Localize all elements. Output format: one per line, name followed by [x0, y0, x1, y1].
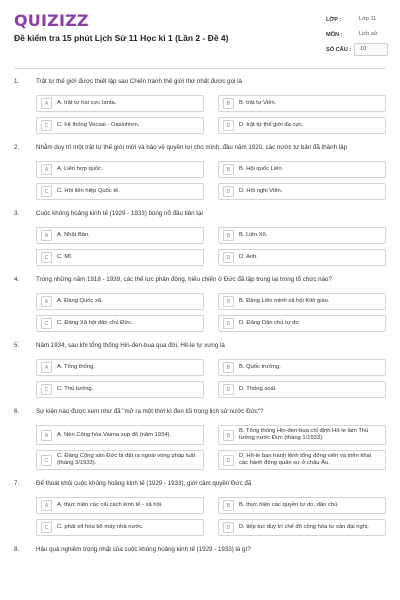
answer-option-a[interactable]: [36, 425, 204, 445]
answer-option-b[interactable]: [218, 425, 386, 445]
option-letter-badge: C: [41, 318, 52, 329]
question-number: 4.: [14, 276, 20, 283]
answer-option-c[interactable]: [36, 183, 204, 200]
option-text: D. trật tự thế giới đa cực.: [239, 122, 304, 128]
answer-option-d[interactable]: [218, 519, 386, 536]
option-letter-badge: D: [223, 384, 234, 395]
option-letter-badge: A: [41, 230, 52, 241]
option-text: C. Thủ tướng.: [57, 386, 94, 392]
header-divider: [14, 68, 386, 69]
option-letter-badge: C: [41, 455, 52, 466]
answer-options: [36, 425, 386, 470]
meta-row: [326, 27, 388, 42]
option-text: B. Tổng thống Hin-đen-bua chỉ định Hít-le làm Thủ tướng nước Đức (tháng 1/1933).: [239, 428, 369, 441]
answer-options: [36, 227, 386, 266]
question-number: 1.: [14, 78, 20, 85]
option-letter-badge: B: [223, 230, 234, 241]
question-text: Sự kiện nào được xem như đã "mở ra một thời kì đen tối trong lịch sử nước Đức"?: [36, 408, 264, 415]
option-letter-badge: C: [41, 120, 52, 131]
question-item: [0, 144, 400, 200]
option-letter-badge: D: [223, 186, 234, 197]
option-text: A. Đảng Quốc xã.: [57, 298, 103, 304]
question-number: 5.: [14, 342, 20, 349]
meta-row: [326, 12, 388, 27]
question-header: [0, 144, 400, 152]
option-text: C. phát xít hóa bộ máy nhà nước.: [57, 524, 144, 530]
answer-option-b[interactable]: [218, 497, 386, 514]
question-item: [0, 78, 400, 134]
answer-option-b[interactable]: [218, 161, 386, 178]
answer-option-c[interactable]: [36, 381, 204, 398]
option-letter-badge: D: [223, 120, 234, 131]
meta-value: Lịch sử: [359, 31, 378, 37]
option-letter-badge: C: [41, 522, 52, 533]
question-text: Để thoát khỏi cuộc khủng hoảng kinh tế (1929 - 1933), giới cầm quyền Đức đã: [36, 480, 252, 487]
option-letter-badge: D: [223, 252, 234, 263]
meta-key: SỐ CÂU :: [326, 46, 352, 53]
question-header: [0, 480, 400, 488]
option-text: C. Đảng Xã hội dân chủ Đức.: [57, 320, 133, 326]
question-item: [0, 480, 400, 536]
answer-option-b[interactable]: [218, 359, 386, 376]
question-text: Năm 1934, sau khi tổng thống Hin-đen-bua qua đời, Hit-le tự xưng là: [36, 342, 225, 349]
answer-option-d[interactable]: [218, 315, 386, 332]
option-letter-badge: D: [223, 318, 234, 329]
option-letter-badge: C: [41, 186, 52, 197]
answer-option-b[interactable]: [218, 227, 386, 244]
option-letter-badge: A: [41, 430, 52, 441]
option-text: D. Hội nghị Viên.: [239, 188, 283, 194]
option-letter-badge: D: [223, 522, 234, 533]
option-letter-badge: A: [41, 98, 52, 109]
question-number: 8.: [14, 546, 20, 553]
answer-options: [36, 293, 386, 332]
answer-option-d[interactable]: [218, 117, 386, 134]
question-item: [0, 210, 400, 266]
answer-option-a[interactable]: [36, 359, 204, 376]
answer-option-a[interactable]: [36, 497, 204, 514]
option-text: C. Hội liên hiệp Quốc tế.: [57, 188, 120, 194]
answer-option-a[interactable]: [36, 293, 204, 310]
option-text: A. thực hiện các cải cách kinh tế - xã hội.: [57, 502, 163, 508]
answer-option-c[interactable]: [36, 315, 204, 332]
question-item: [0, 342, 400, 398]
option-text: A. Tổng thống.: [57, 364, 95, 370]
option-letter-badge: C: [41, 384, 52, 395]
worksheet-header: [0, 0, 400, 70]
question-item: [0, 408, 400, 470]
answer-option-a[interactable]: [36, 161, 204, 178]
question-text: Hậu quả nghiêm trọng nhất của cuộc khủng hoảng kinh tế (1929 - 1933) là gì?: [36, 546, 251, 553]
answer-option-d[interactable]: [218, 183, 386, 200]
option-text: D. Đảng Dân chủ tự do.: [239, 320, 301, 326]
question-header: [0, 78, 400, 86]
meta-value: 10: [354, 43, 388, 56]
option-text: B. thực hiện các quyền tự do, dân chủ.: [239, 502, 339, 508]
option-text: D. Hít-le ban hành lệnh tổng động viên và triển khai các hành động quân sự ở châu Âu.: [239, 453, 372, 466]
question-item: [0, 546, 400, 554]
answer-options: [36, 161, 386, 200]
answer-option-d[interactable]: [218, 381, 386, 398]
option-letter-badge: B: [223, 164, 234, 175]
option-letter-badge: B: [223, 500, 234, 511]
meta-panel: [326, 12, 388, 57]
meta-key: MÔN :: [326, 31, 343, 38]
question-text: Trong những năm 1918 - 1939, các thế lực phản động, hiếu chiến ở Đức đã tập trung lại trong tổ chức nào?: [36, 276, 332, 283]
option-text: C. Đảng Cộng sản Đức bị đặt ra ngoài vòng pháp luật (tháng 3/1933).: [57, 453, 196, 466]
answer-option-c[interactable]: [36, 117, 204, 134]
option-text: D. tiếp tục duy trì chế độ cộng hòa tư sản đại nghị.: [239, 524, 369, 530]
option-letter-badge: C: [41, 252, 52, 263]
option-text: A. Nhật Bản.: [57, 232, 90, 238]
option-letter-badge: A: [41, 362, 52, 373]
option-letter-badge: A: [41, 164, 52, 175]
option-text: B. Quốc trưởng.: [239, 364, 281, 370]
question-text: Cuộc khủng hoảng kinh tế (1929 - 1933) bùng nổ đầu tiên tại: [36, 210, 203, 217]
question-header: [0, 546, 400, 554]
answer-option-d[interactable]: [218, 249, 386, 266]
question-number: 3.: [14, 210, 20, 217]
answer-option-a[interactable]: [36, 95, 204, 112]
option-letter-badge: D: [223, 455, 234, 466]
question-number: 6.: [14, 408, 20, 415]
meta-row: [326, 42, 388, 57]
option-text: C. Mĩ.: [57, 254, 73, 260]
option-letter-badge: A: [41, 296, 52, 307]
page-title: Đề kiểm tra 15 phút Lịch Sử 11 Học kì 1 (Lần 2 - Đề 4): [14, 33, 229, 43]
option-text: A. Liên hợp quốc.: [57, 166, 103, 172]
answer-option-b[interactable]: [218, 95, 386, 112]
answer-option-c[interactable]: [36, 519, 204, 536]
question-text: Nhằm duy trì một trật tự thế giới mới và bảo vệ quyền lợi cho mình, đầu năm 1920, các nước tư bản đã thành lập: [36, 144, 348, 151]
option-text: B. Đảng Liên minh xã hội Kitô giáo.: [239, 298, 330, 304]
question-header: [0, 210, 400, 218]
option-letter-badge: A: [41, 500, 52, 511]
question-number: 7.: [14, 480, 20, 487]
meta-key: LỚP :: [326, 16, 342, 23]
question-item: [0, 276, 400, 332]
option-text: B. trật tự Viên.: [239, 100, 277, 106]
question-list: [0, 78, 400, 564]
answer-option-c[interactable]: [36, 249, 204, 266]
question-header: [0, 408, 400, 416]
answer-option-a[interactable]: [36, 227, 204, 244]
option-letter-badge: B: [223, 296, 234, 307]
option-text: A. Nền Cộng hòa Vaima sụp đổ (năm 1934).: [57, 431, 171, 438]
answer-options: [36, 359, 386, 398]
option-text: D. Anh.: [239, 254, 259, 260]
answer-option-d[interactable]: [218, 450, 386, 470]
option-text: B. Hội quốc Liên.: [239, 166, 284, 172]
answer-option-b[interactable]: [218, 293, 386, 310]
question-text: Trật tự thế giới được thiết lập sau Chiến tranh thế giới thứ nhất được gọi là: [36, 78, 242, 85]
option-letter-badge: B: [223, 98, 234, 109]
option-text: A. trật tự hai cực Ianta.: [57, 100, 117, 106]
answer-options: [36, 497, 386, 536]
answer-options: [36, 95, 386, 134]
question-header: [0, 276, 400, 284]
meta-value: Lớp 11: [359, 16, 377, 22]
question-header: [0, 342, 400, 350]
option-text: B. Liên Xô.: [239, 232, 268, 238]
quizizz-logo: QUIZIZZ: [14, 11, 89, 30]
question-number: 2.: [14, 144, 20, 151]
option-letter-badge: B: [223, 362, 234, 373]
option-text: C. hệ thống Vecxai - Oasinhtơn.: [57, 122, 140, 128]
answer-option-c[interactable]: [36, 450, 204, 470]
option-letter-badge: B: [223, 430, 234, 441]
option-text: D. Thống soái.: [239, 386, 277, 392]
